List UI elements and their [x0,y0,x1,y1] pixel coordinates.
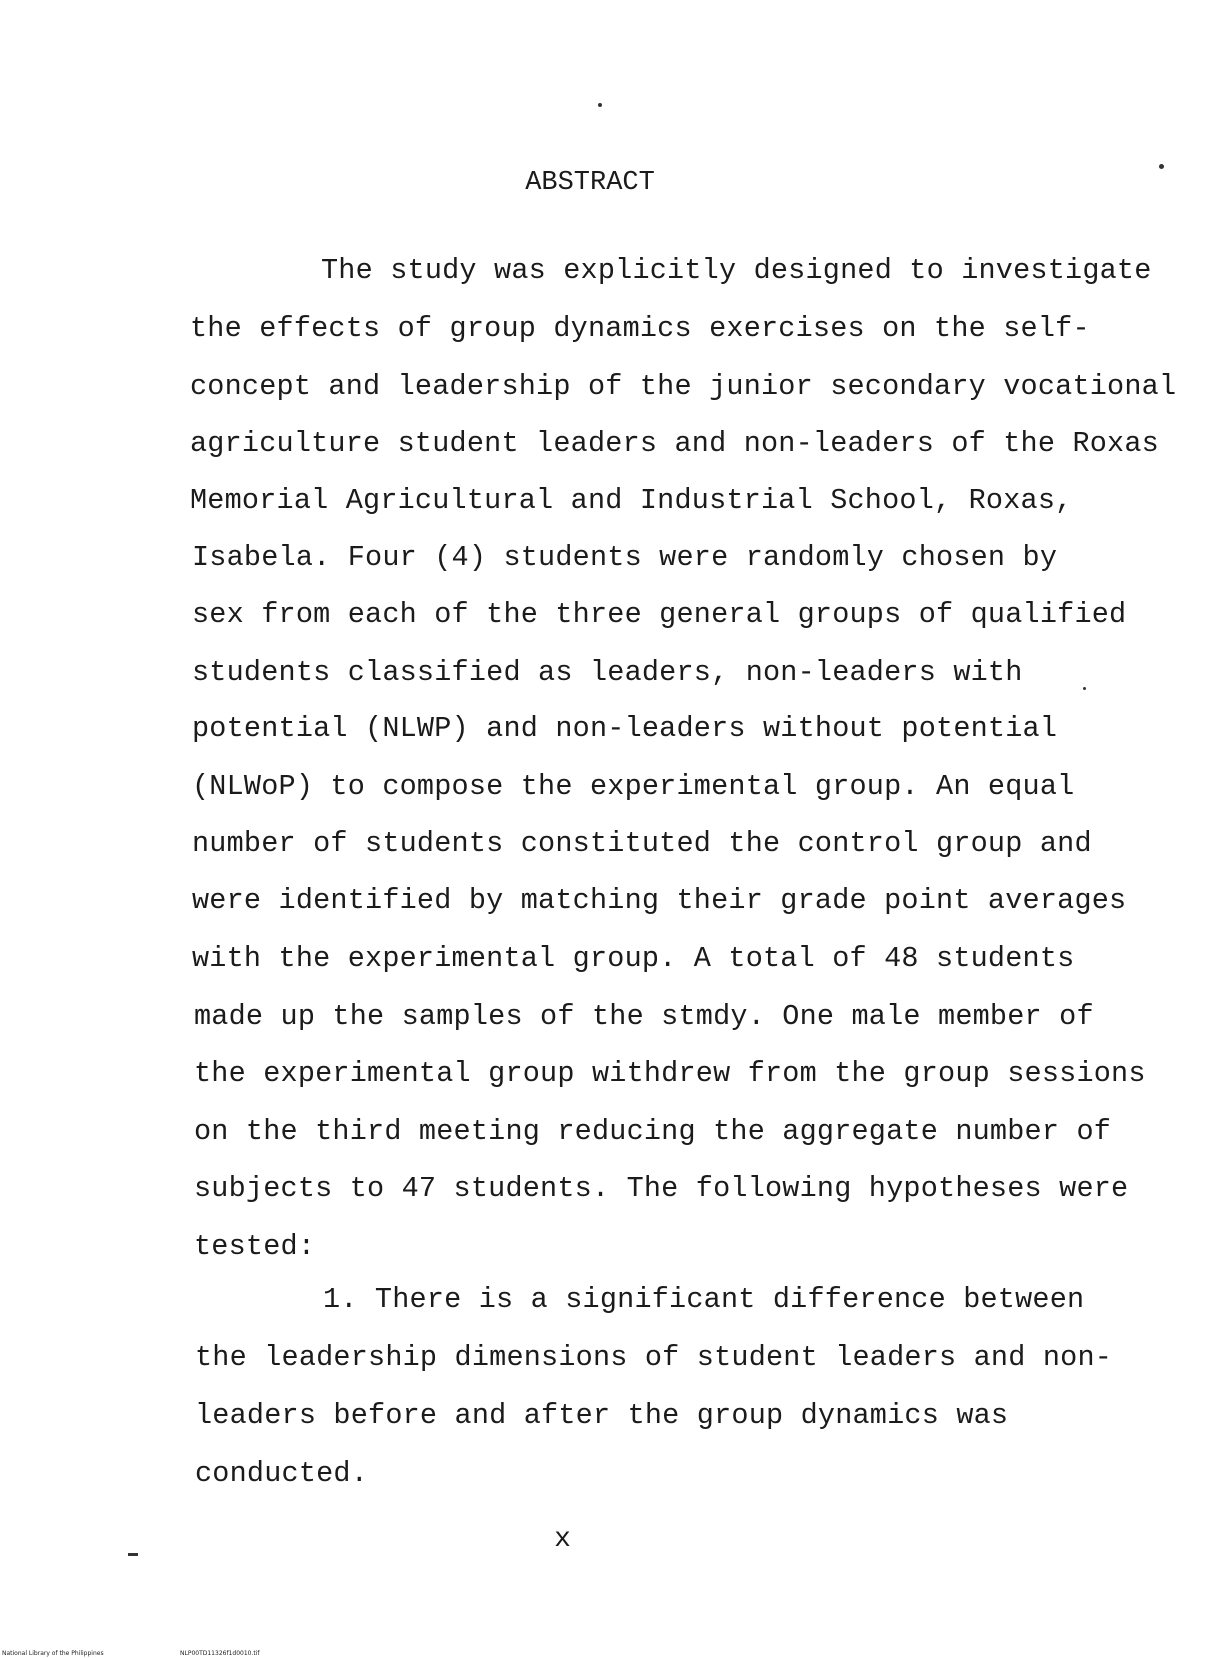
body-line: The study was explicitly designed to investigate [321,254,1152,287]
abstract-heading: ABSTRACT [525,168,655,198]
body-line: tested: [194,1230,316,1263]
body-line: potential (NLWP) and non-leaders without potential [192,712,1058,745]
body-line: agriculture student leaders and non-leaders of the Roxas [190,427,1159,460]
hypothesis-line: the leadership dimensions of student leaders and non- [195,1341,1113,1374]
body-line: the experimental group withdrew from the group sessions [194,1057,1146,1090]
body-line: the effects of group dynamics exercises on the self- [190,312,1090,345]
hypothesis-line: conducted. [195,1457,369,1490]
hypothesis-line: 1. There is a significant difference between [323,1283,1085,1316]
body-line: (NLWoP) to compose the experimental group. An equal [192,770,1075,803]
body-line: Isabela. Four (4) students were randomly chosen by [192,541,1058,574]
body-line: number of students constituted the control group and [192,827,1092,860]
file-footer: NLP00TD11326f1d0010.tif [180,1650,260,1657]
speck-mark [598,103,602,107]
body-line: with the experimental group. A total of 48 students [192,942,1075,975]
body-line: on the third meeting reducing the aggregate number of [194,1115,1112,1148]
body-line: subjects to 47 students. The following hypotheses were [194,1172,1129,1205]
speck-mark [1083,687,1086,690]
body-line: made up the samples of the stmdy. One male member of [194,1000,1094,1033]
body-line: were identified by matching their grade point averages [192,884,1127,917]
body-line: Memorial Agricultural and Industrial School, Roxas, [190,484,1073,517]
page-number: x [554,1524,571,1555]
body-line: sex from each of the three general groups of qualified [192,598,1127,631]
library-footer: National Library of the Philippines [2,1650,104,1657]
hypothesis-line: leaders before and after the group dynamics was [195,1399,1009,1432]
body-line: students classified as leaders, non-leaders with [192,656,1023,689]
body-line: concept and leadership of the junior secondary vocational [190,370,1177,403]
